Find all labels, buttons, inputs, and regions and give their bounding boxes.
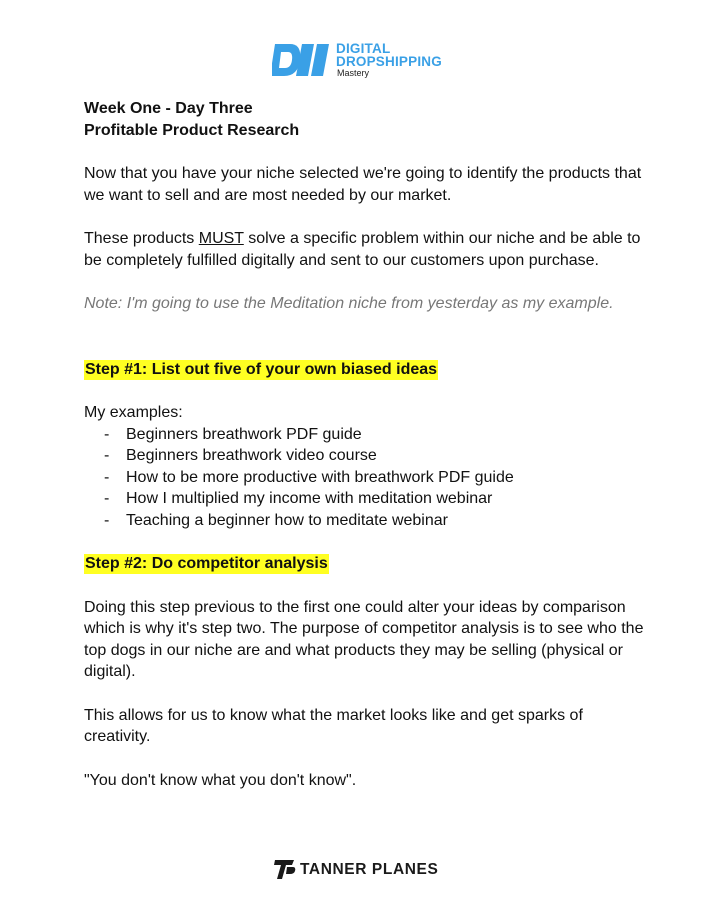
list-item: - How to be more productive with breathwork PDF guide bbox=[104, 467, 644, 489]
example-note: Note: I'm going to use the Meditation niche from yesterday as my example. bbox=[84, 295, 614, 312]
must-paragraph bbox=[84, 228, 644, 271]
list-item: - Teaching a beginner how to meditate webinar bbox=[104, 510, 644, 532]
quote-line: "You don't know what you don't know". bbox=[84, 771, 357, 789]
examples-label: My examples: bbox=[84, 404, 183, 421]
step2-heading: Step #2: Do competitor analysis bbox=[85, 555, 328, 572]
tanner-planes-wordmark: TANNER PLANES bbox=[300, 861, 439, 878]
logo-line-mastery: Mastery bbox=[337, 68, 370, 78]
intro-paragraph: Now that you have your niche selected we're going to identify the products that we want to sell and are most needed by our market. bbox=[84, 165, 642, 204]
must-text-after: solve a specific problem within our niche and be able to be completely fulfilled digitally and sent to our customers upon purchase. bbox=[84, 230, 641, 269]
digital-dropshipping-logo bbox=[272, 41, 452, 81]
competitor-paragraph: Doing this step previous to the first one could alter your ideas by comparison which is why it's step two. The purpose of competitor analysis is to see who the top dogs in our niche are and what products they may be selling (physical or digital). bbox=[84, 598, 644, 680]
examples-list bbox=[84, 424, 644, 532]
logo-line-dropshipping: DROPSHIPPING bbox=[336, 54, 442, 69]
doc-title-week: Week One - Day Three bbox=[84, 100, 253, 117]
logo-wordmark bbox=[336, 42, 442, 68]
dm-logo-mark-icon bbox=[272, 41, 330, 79]
list-item: - Beginners breathwork video course bbox=[104, 445, 644, 467]
list-item: - Beginners breathwork PDF guide bbox=[104, 424, 644, 446]
step1-heading: Step #1: List out five of your own biased ideas bbox=[85, 360, 438, 378]
must-emphasis: MUST bbox=[198, 230, 244, 247]
market-paragraph: This allows for us to know what the market looks like and get sparks of creativity. bbox=[84, 706, 583, 745]
logo-line-digital: DIGITAL bbox=[336, 41, 391, 56]
doc-title-topic: Profitable Product Research bbox=[84, 121, 300, 139]
tanner-planes-logo bbox=[274, 858, 454, 886]
list-item: - How I multiplied my income with meditation webinar bbox=[104, 488, 644, 510]
must-text-before: These products bbox=[84, 230, 199, 247]
tp-logo-mark-icon bbox=[274, 858, 296, 880]
document-body bbox=[84, 98, 644, 791]
